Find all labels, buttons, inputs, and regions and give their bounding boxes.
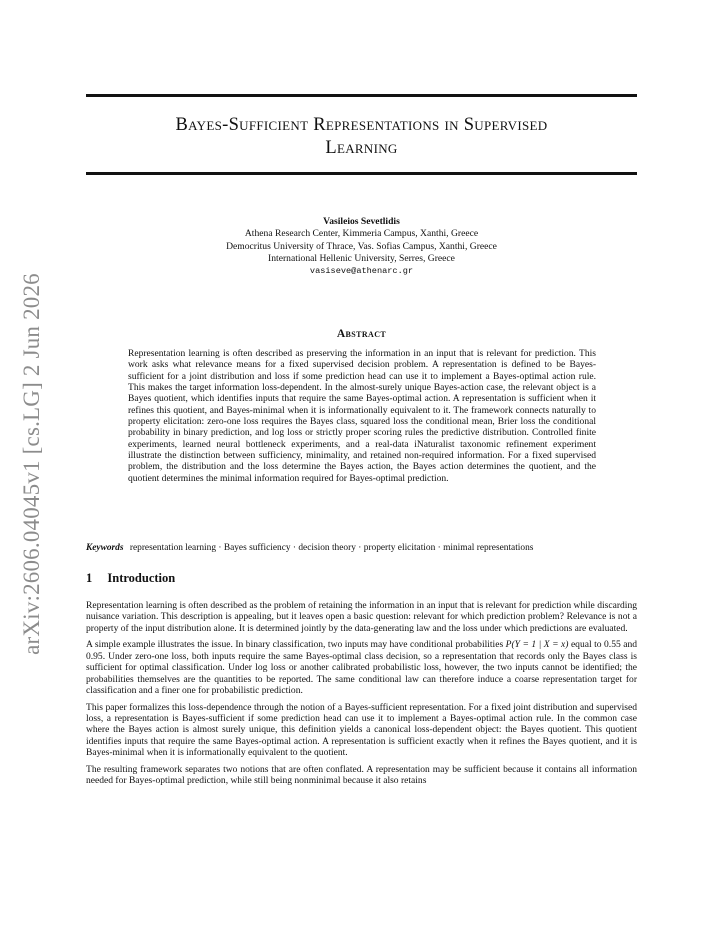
title-line-1: Bayes-Sufficient Representations in Supervised bbox=[175, 115, 548, 135]
paragraph-2-and: and bbox=[620, 639, 638, 651]
arxiv-identifier-stamp bbox=[12, 268, 52, 660]
affiliation-1: Athena Research Center, Kimmeria Campus, Xanthi, Greece bbox=[244, 228, 479, 240]
affiliation-2: Democritus University of Thrace, Vas. Sofias Campus, Xanthi, Greece bbox=[226, 240, 497, 252]
paragraph-3: This paper formalizes this loss-dependence through the notion of a Bayes-sufficient representation. For a fixed joint distribution and supervised loss, a representation is Bayes-sufficient if some prediction head can use it to implement a Bayes-optimal action rule. In the common case where the Bayes action is almost surely unique, this definition yields a canonical loss-dependent object: the Bayes quotient. This quotient identifies inputs that require the same Bayes-optimal action. A representation is sufficient exactly when it refines the Bayes quotient, and it is Bayes-minimal when it is informationally equivalent to the quotient. bbox=[86, 701, 637, 759]
paper-title bbox=[86, 114, 637, 160]
paragraph-1: Representation learning is often described as the problem of retaining the information in an input that is relevant for prediction while discarding nuisance variation. This description is appealing, but it leaves open a basic question: relevant for which prediction problem? Relevance is not a property of the input distribution alone. It is determined jointly by the data-generating law and the loss under which predictions are evaluated. bbox=[86, 600, 637, 634]
math-conditional-probability: P(Y = 1 | X = x) bbox=[505, 639, 569, 651]
keywords-label: Keywords bbox=[86, 543, 124, 553]
introduction-body bbox=[86, 600, 637, 792]
author-block bbox=[86, 216, 637, 277]
paragraph-2-text-after: . Under zero-one loss, both inputs require the same Bayes-optimal class decision, so a representation that records only the Bayes class is sufficient for optimal classification. Under log loss or another calibrated probabilistic loss, however, the two inputs cannot be identified; the probabilities themselves are the quantities to be reported. The same conditional law can therefore induce a coarse representation target for classification and a finer one for probabilistic prediction. bbox=[86, 650, 637, 697]
author-email[interactable]: vasiseve@athenarc.gr bbox=[309, 266, 414, 277]
keywords-text: representation learning · Bayes sufficiency · decision theory · property elicitation · minimal representations bbox=[129, 543, 534, 553]
paragraph-4: The resulting framework separates two notions that are often conflated. A representation may be sufficient because it contains all information needed for Bayes-optimal prediction, while still being nonminimal because it also retains bbox=[86, 763, 637, 787]
math-value-high: 0.95 bbox=[86, 650, 103, 662]
section-title: Introduction bbox=[107, 571, 176, 585]
affiliation-3: International Hellenic University, Serres, Greece bbox=[268, 252, 455, 264]
abstract-text: Representation learning is often described as preserving the information in an input that is relevant for prediction. This work asks what relevance means for a fixed supervised decision problem. A representation is defined to be Bayes-sufficient for a joint distribution and loss if some prediction head can use it to implement a Bayes-optimal action rule. This makes the target information loss-dependent. In the almost-surely unique Bayes-action case, the relevant object is a Bayes quotient, which identifies inputs that require the same Bayes-optimal action. A representation is sufficient when it refines this quotient, and Bayes-minimal when it is informationally equivalent to it. The framework connects naturally to property elicitation: zero-one loss requires the Bayes class, squared loss the conditional mean, Brier loss the conditional probability in binary prediction, and log loss or strictly proper scoring rules the predictive distribution. Controlled finite experiments, learned neural bottleneck experiments, and a real-data iNaturalist taxonomic refinement experiment illustrate the distinction between sufficiency, minimality, and retained non-required information. For a fixed supervised problem, the distribution and the loss determine the Bayes action, the Bayes action determines the quotient, and the quotient determines the minimal information required for Bayes-optimal prediction. bbox=[128, 348, 596, 484]
author-name: Vasileios Sevetlidis bbox=[323, 216, 400, 227]
math-value-low: 0.55 bbox=[604, 639, 621, 651]
title-line-2: Learning bbox=[325, 138, 398, 158]
paragraph-2 bbox=[86, 639, 637, 696]
paragraph-2-text-mid: equal to bbox=[568, 639, 605, 651]
arxiv-id-text: arXiv:2606.04045v1 [cs.LG] 2 Jun 2026 bbox=[19, 273, 44, 655]
title-rule-bottom bbox=[86, 172, 637, 175]
paragraph-2-text-before: A simple example illustrates the issue. In binary classification, two inputs may have conditional probabilities bbox=[86, 639, 506, 651]
section-number: 1 bbox=[86, 571, 93, 585]
abstract-heading: Abstract bbox=[336, 328, 387, 340]
keywords-line bbox=[86, 542, 637, 554]
section-heading bbox=[86, 571, 175, 586]
title-rule-top bbox=[86, 94, 637, 97]
